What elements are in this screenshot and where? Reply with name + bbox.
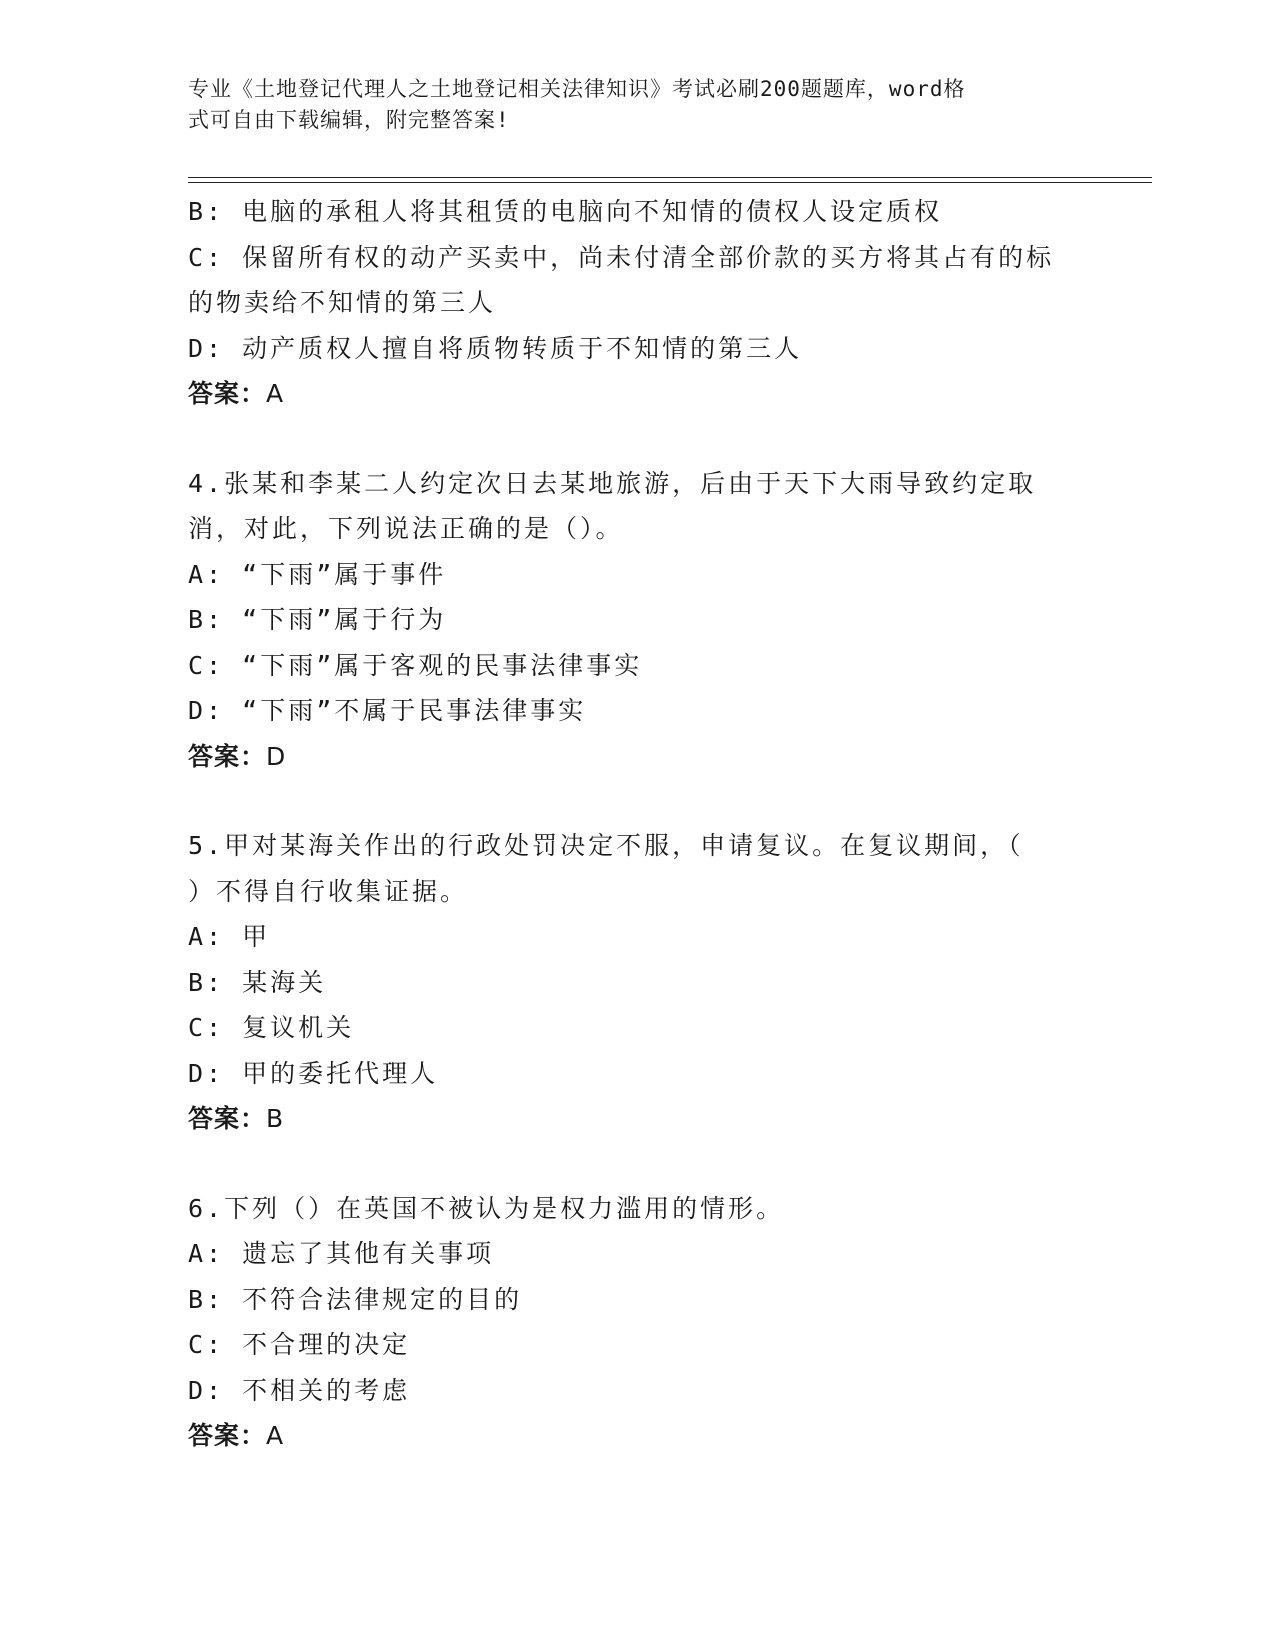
option-d: D: 动产质权人擅自将质物转质于不知情的第三人: [188, 333, 803, 363]
question-list: [188, 189, 1088, 1459]
option-c: C: 保留所有权的动产买卖中，尚未付清全部价款的买方将其占有的标: [188, 242, 1055, 272]
answer-line: [188, 734, 1088, 780]
question-stem-continued: 消，对此，下列说法正确的是（）。: [188, 514, 624, 543]
option-b: B: 某海关: [188, 967, 327, 997]
spacer: [188, 779, 1088, 823]
header-rule-top: [188, 177, 1152, 178]
option-a: A: 甲: [188, 922, 271, 951]
option-a: A: 遗忘了其他有关事项: [188, 1239, 495, 1268]
option-c: C: “下雨”属于客观的民事法律事实: [188, 650, 643, 680]
option-b: B: 不符合法律规定的目的: [188, 1284, 523, 1314]
answer-line: [188, 1096, 1088, 1142]
option-a: A: “下雨”属于事件: [188, 559, 447, 589]
question-4: [188, 461, 1088, 780]
answer-value: A: [266, 1421, 285, 1450]
question-stem: 6.下列（）在英国不被认为是权力滥用的情形。: [188, 1193, 785, 1223]
option-b: B: 电脑的承租人将其租赁的电脑向不知情的债权人设定质权: [188, 197, 943, 226]
option-c: C: 不合理的决定: [188, 1330, 411, 1359]
question-stem: 5.甲对某海关作出的行政处罚决定不服，申请复议。在复议期间，（: [188, 831, 1024, 860]
title-line-1: 专业《土地登记代理人之土地登记相关法律知识》考试必刷200题题库，word格: [188, 77, 966, 101]
option-c: C: 复议机关: [188, 1013, 355, 1042]
answer-value: D: [266, 741, 287, 771]
question-3-tail: [188, 189, 1088, 417]
title-line-2: 式可自由下载编辑，附完整答案!: [188, 108, 510, 132]
spacer: [188, 417, 1088, 461]
question-5: [188, 823, 1088, 1142]
answer-label: 答案：: [188, 1104, 267, 1133]
answer-value: B: [266, 1104, 285, 1133]
option-b: B: “下雨”属于行为: [188, 605, 447, 634]
option-d: D: 不相关的考虑: [188, 1375, 411, 1405]
answer-line: [188, 1413, 1088, 1459]
answer-label: 答案：: [188, 741, 267, 771]
option-c-continued: 的物卖给不知情的第三人: [188, 288, 497, 317]
header-rule-bottom: [188, 182, 1152, 183]
question-6: [188, 1186, 1088, 1459]
question-stem-continued: ）不得自行收集证据。: [188, 876, 469, 906]
answer-value: A: [266, 379, 285, 408]
answer-label: 答案：: [188, 379, 267, 408]
answer-label: 答案：: [188, 1421, 267, 1450]
option-d: D: “下雨”不属于民事法律事实: [188, 696, 587, 725]
document-title: [188, 74, 1068, 136]
question-stem: 4.张某和李某二人约定次日去某地旅游，后由于天下大雨导致约定取: [188, 468, 1037, 498]
answer-line: [188, 371, 1088, 417]
spacer: [188, 1142, 1088, 1186]
option-d: D: 甲的委托代理人: [188, 1058, 439, 1088]
